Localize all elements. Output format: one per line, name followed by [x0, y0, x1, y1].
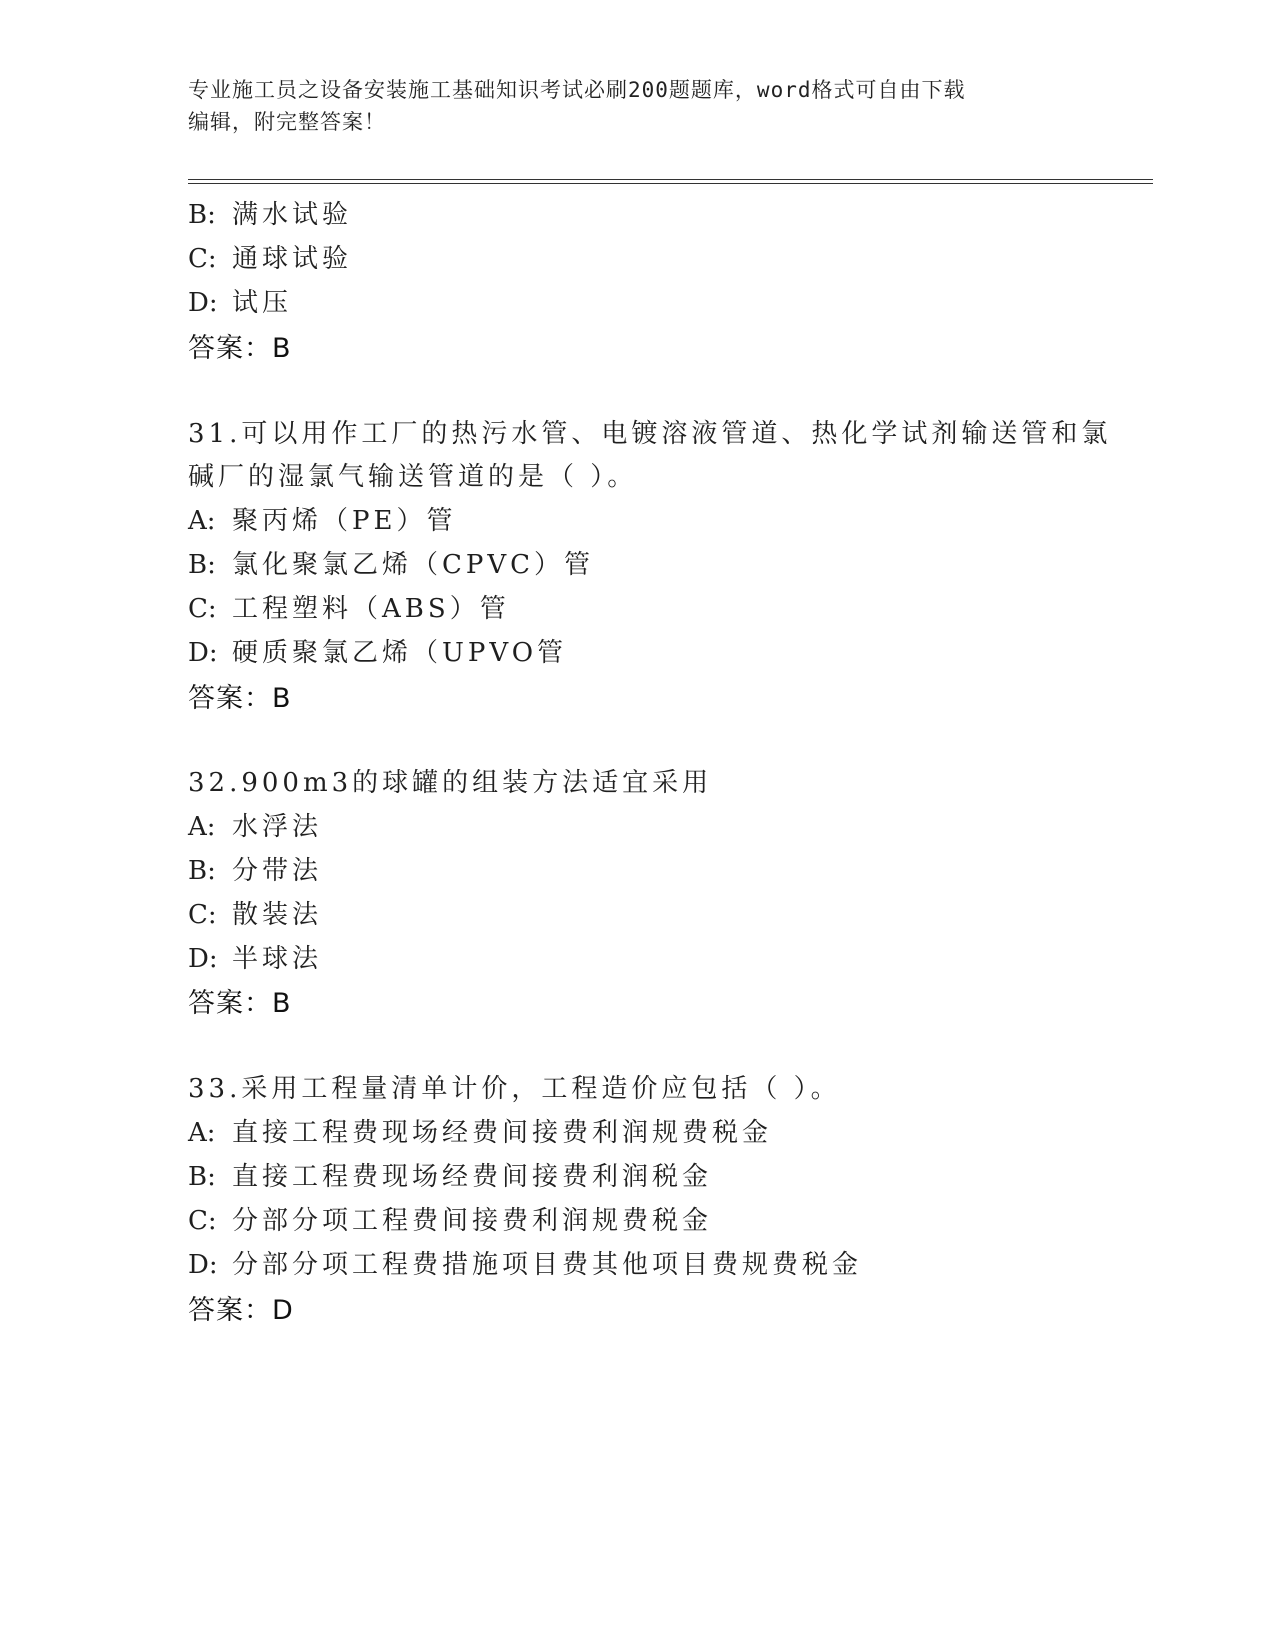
option-a: [188, 1112, 772, 1149]
option-c: [188, 1200, 712, 1237]
option-letter: A:: [188, 1118, 216, 1148]
option-text: 通球试验: [232, 244, 353, 274]
option-letter: D:: [188, 288, 218, 318]
option-letter: C:: [188, 1206, 217, 1236]
answer-line: 答案：D: [188, 1295, 294, 1326]
option-a: [188, 500, 456, 537]
option-d: [188, 282, 292, 319]
option-d: [188, 1244, 862, 1281]
option-text: 直接工程费现场经费间接费利润税金: [232, 1162, 713, 1192]
option-letter: B:: [188, 856, 216, 886]
option-text: 水浮法: [232, 812, 323, 842]
question-stem-line-1: 32.900m3的球罐的组装方法适宜采用: [188, 768, 713, 798]
header-divider-top: [188, 179, 1153, 180]
option-text: 散装法: [232, 900, 323, 930]
option-b: [188, 544, 594, 581]
option-c: [188, 588, 510, 625]
option-letter: D:: [188, 944, 218, 974]
option-text: 半球法: [232, 944, 323, 974]
option-text: 试压: [232, 288, 293, 318]
option-text: 氯化聚氯乙烯（CPVC）管: [232, 550, 595, 580]
option-text: 分部分项工程费间接费利润规费税金: [232, 1206, 713, 1236]
option-c: [188, 238, 352, 275]
header-divider-bottom: [188, 183, 1153, 184]
header-title-line-2: 编辑，附完整答案！: [188, 110, 386, 134]
option-text: 直接工程费现场经费间接费利润规费税金: [232, 1118, 773, 1148]
option-text: 工程塑料（ABS）管: [232, 594, 510, 624]
option-letter: A:: [188, 506, 216, 536]
option-b: [188, 194, 352, 231]
option-d: [188, 938, 322, 975]
option-text: 分带法: [232, 856, 323, 886]
option-letter: C:: [188, 244, 217, 274]
option-letter: B:: [188, 550, 216, 580]
option-d: [188, 632, 567, 669]
option-text: 硬质聚氯乙烯（UPVO管: [232, 638, 568, 668]
option-a: [188, 806, 322, 843]
option-text: 满水试验: [232, 200, 353, 230]
option-c: [188, 894, 322, 931]
option-letter: B:: [188, 200, 216, 230]
option-text: 聚丙烯（PE）管: [232, 506, 457, 536]
option-letter: C:: [188, 594, 217, 624]
option-text: 分部分项工程费措施项目费其他项目费规费税金: [232, 1250, 863, 1280]
option-b: [188, 850, 322, 887]
option-letter: D:: [188, 1250, 218, 1280]
answer-line: 答案：B: [188, 333, 292, 364]
header-title-line-1: 专业施工员之设备安装施工基础知识考试必刷200题题库，word格式可自由下载: [188, 78, 966, 102]
option-letter: B:: [188, 1162, 216, 1192]
question-stem-line-2: 碱厂的湿氯气输送管道的是（ ）。: [188, 462, 638, 492]
option-letter: C:: [188, 900, 217, 930]
answer-line: 答案：B: [188, 988, 292, 1019]
option-letter: D:: [188, 638, 218, 668]
option-letter: A:: [188, 812, 216, 842]
question-stem-line-1: 31.可以用作工厂的热污水管、电镀溶液管道、热化学试剂输送管和氯: [188, 419, 1112, 449]
document-header: [188, 74, 1088, 138]
option-b: [188, 1156, 712, 1193]
answer-line: 答案：B: [188, 683, 292, 714]
question-stem-line-1: 33.采用工程量清单计价，工程造价应包括（ ）。: [188, 1074, 841, 1104]
